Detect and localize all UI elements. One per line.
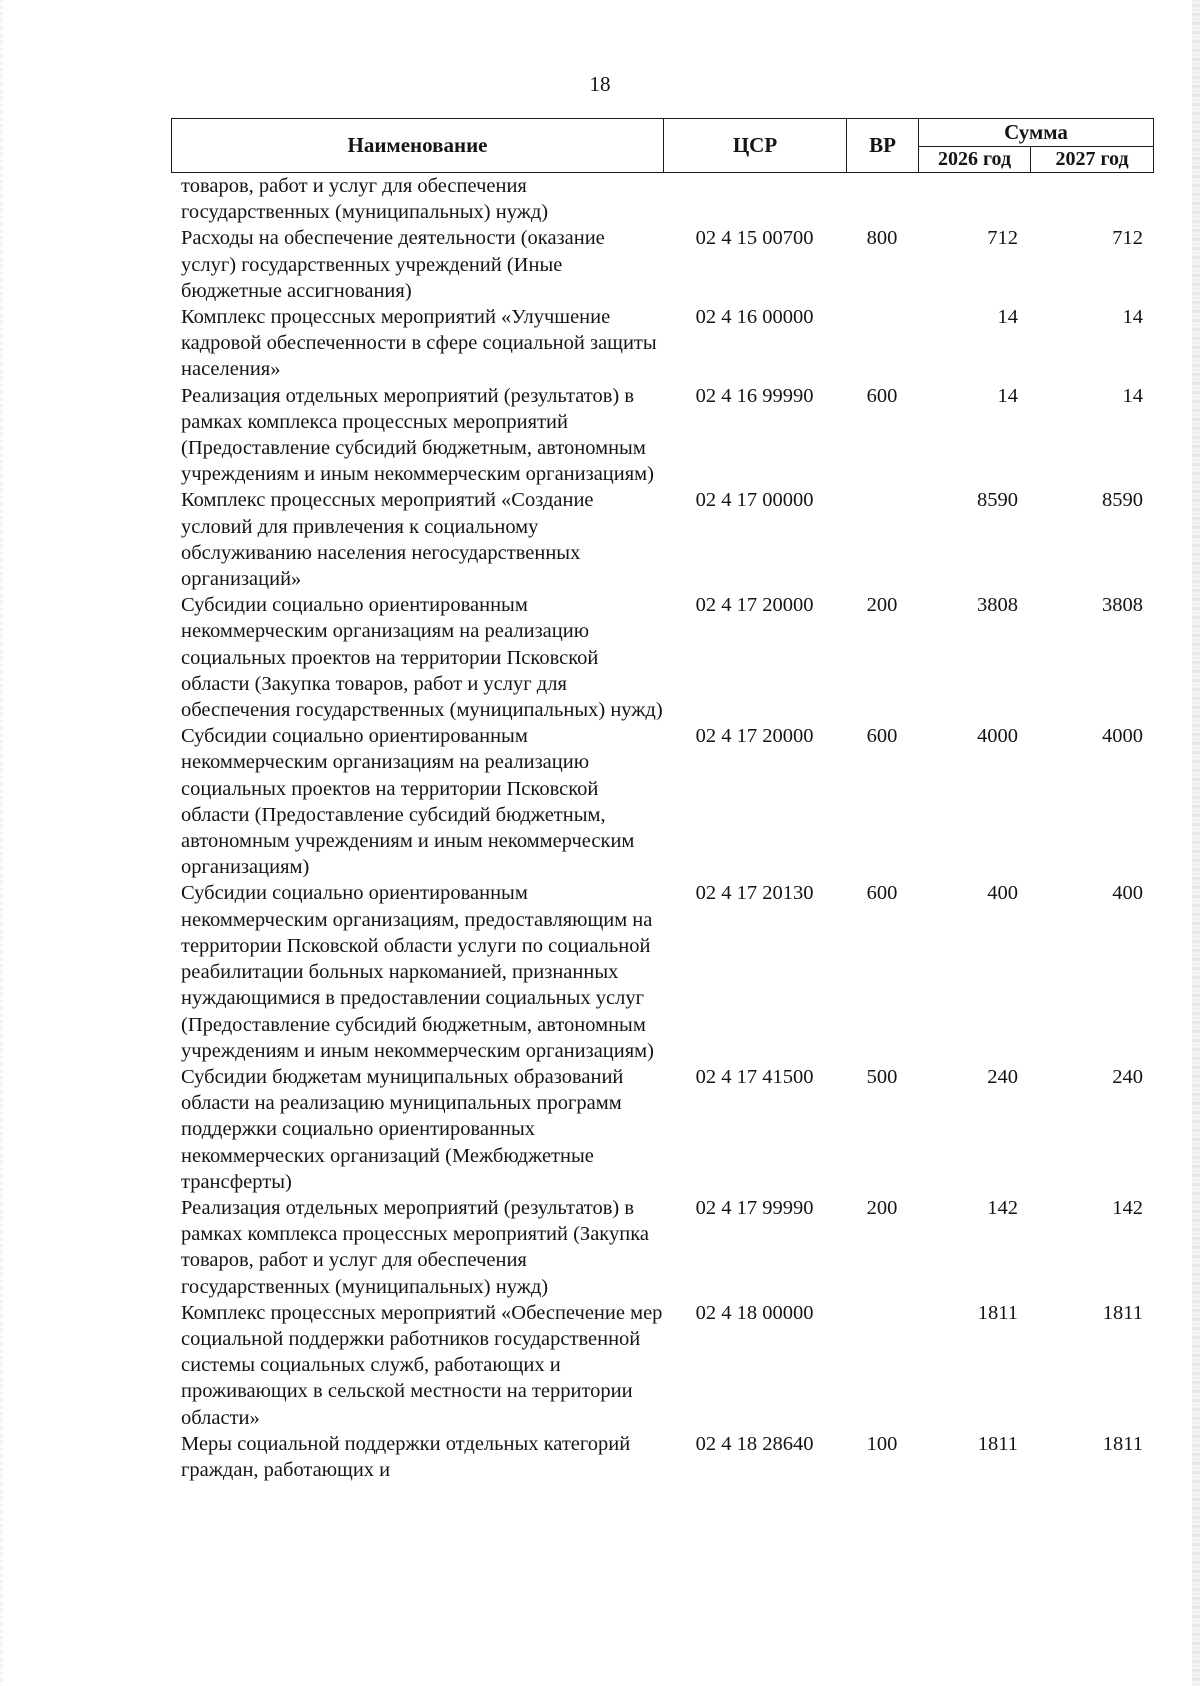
row-sum-2027 <box>1030 173 1153 225</box>
row-sum-2026: 400 <box>987 882 1018 905</box>
row-sum-2026: 1811 <box>977 1301 1018 1324</box>
row-vr: 600 <box>866 384 898 407</box>
row-name: Субсидии социально ориентированным некоммерческим организациям на реализацию социальных проектов на территории Псковской области (Закупка товаров, работ и услуг для обеспечения государственных (муниципальных) нужд) <box>181 594 663 722</box>
page-number: 18 <box>589 72 611 96</box>
row-vr <box>846 1300 918 1431</box>
row-name: товаров, работ и услуг для обеспечения государственных (муниципальных) нужд) <box>181 175 549 224</box>
row-sum-2026 <box>918 173 1030 225</box>
scan-edge-right <box>1192 0 1200 1686</box>
table-header <box>171 118 1154 173</box>
row-csr: 02 4 15 00700 <box>695 227 814 250</box>
row-vr: 600 <box>866 882 898 905</box>
row-sum-2026: 1811 <box>977 1432 1018 1455</box>
row-name: Меры социальной поддержки отдельных категорий граждан, работающих и <box>181 1432 631 1481</box>
row-name: Комплекс процессных мероприятий «Создание условий для привлечения к социальному обслуживанию населения негосударственных организаций» <box>181 489 594 591</box>
row-csr: 02 4 17 00000 <box>695 489 814 512</box>
row-csr: 02 4 17 20000 <box>695 725 814 748</box>
header-year-2027: 2027 год <box>1031 147 1154 173</box>
table-row <box>171 1195 1153 1300</box>
row-sum-2027: 1811 <box>1102 1301 1143 1324</box>
table-row <box>171 1064 1153 1195</box>
row-csr: 02 4 17 99990 <box>695 1196 814 1219</box>
row-vr: 100 <box>866 1432 898 1455</box>
row-vr: 500 <box>866 1065 898 1088</box>
header-csr: ЦСР <box>664 119 847 173</box>
row-vr: 600 <box>866 725 898 748</box>
row-vr <box>846 487 918 592</box>
row-csr: 02 4 17 20130 <box>695 882 814 905</box>
row-vr: 200 <box>866 594 898 617</box>
scan-edge-left <box>0 0 3 1686</box>
row-sum-2027: 14 <box>1122 306 1143 329</box>
row-name: Комплекс процессных мероприятий «Улучшение кадровой обеспеченности в сфере социальной защиты населения» <box>181 306 657 381</box>
row-sum-2026: 14 <box>997 384 1018 407</box>
budget-table <box>171 118 1153 1483</box>
row-vr <box>846 304 918 383</box>
header-sum: Сумма <box>919 119 1154 147</box>
table-row <box>171 723 1153 880</box>
row-sum-2026: 4000 <box>977 725 1018 748</box>
header-vr: ВР <box>847 119 919 173</box>
row-csr: 02 4 16 00000 <box>695 306 814 329</box>
row-name: Реализация отдельных мероприятий (результатов) в рамках комплекса процессных мероприятий (Закупка товаров, работ и услуг для обеспечения государственных (муниципальных) нужд) <box>181 1196 649 1298</box>
row-vr: 200 <box>866 1196 898 1219</box>
row-csr <box>663 173 846 225</box>
row-sum-2026: 3808 <box>977 594 1018 617</box>
row-sum-2026: 712 <box>987 227 1018 250</box>
row-sum-2027: 712 <box>1112 227 1143 250</box>
row-csr: 02 4 18 00000 <box>695 1301 814 1324</box>
table-row <box>171 383 1153 488</box>
row-sum-2027: 8590 <box>1102 489 1143 512</box>
row-csr: 02 4 17 41500 <box>695 1065 814 1088</box>
row-csr: 02 4 18 28640 <box>695 1432 814 1455</box>
header-name: Наименование <box>172 119 664 173</box>
table-row <box>171 225 1153 304</box>
table-body <box>171 173 1153 1483</box>
row-sum-2027: 400 <box>1112 882 1143 905</box>
row-sum-2026: 14 <box>997 306 1018 329</box>
table-row <box>171 1431 1153 1483</box>
row-sum-2027: 14 <box>1122 384 1143 407</box>
row-sum-2027: 1811 <box>1102 1432 1143 1455</box>
row-name: Расходы на обеспечение деятельности (оказание услуг) государственных учреждений (Иные бюджетные ассигнования) <box>181 227 605 302</box>
table-row <box>171 592 1153 723</box>
table-row <box>171 173 1153 225</box>
row-sum-2026: 142 <box>987 1196 1018 1219</box>
row-sum-2027: 240 <box>1112 1065 1143 1088</box>
row-csr: 02 4 17 20000 <box>695 594 814 617</box>
row-sum-2027: 142 <box>1112 1196 1143 1219</box>
row-sum-2026: 240 <box>987 1065 1018 1088</box>
row-csr: 02 4 16 99990 <box>695 384 814 407</box>
row-name: Субсидии социально ориентированным некоммерческим организациям, предоставляющим на территории Псковской области услуги по социальной реабилитации больных наркоманией, признанных нуждающимися в предоставлении социальных услуг (Предоставление субсидий бюджетным, автономным учреждениям и иным некоммерческим организациям) <box>181 882 654 1062</box>
header-year-2026: 2026 год <box>919 147 1031 173</box>
row-name: Комплекс процессных мероприятий «Обеспечение мер социальной поддержки работников государственной системы социальных служб, работающих и проживающих в сельской местности на территории области» <box>181 1301 663 1429</box>
row-vr: 800 <box>866 227 898 250</box>
row-sum-2027: 4000 <box>1102 725 1143 748</box>
row-name: Реализация отдельных мероприятий (результатов) в рамках комплекса процессных мероприятий (Предоставление субсидий бюджетным, автономным учреждениям и иным некоммерческим организациям) <box>181 384 654 486</box>
row-name: Субсидии бюджетам муниципальных образований области на реализацию муниципальных программ поддержки социально ориентированных некоммерческих организаций (Межбюджетные трансферты) <box>181 1065 624 1193</box>
row-name: Субсидии социально ориентированным некоммерческим организациям на реализацию социальных проектов на территории Псковской области (Предоставление субсидий бюджетным, автономным учреждениям и иным некоммерческим организациям) <box>181 725 635 879</box>
row-vr <box>846 173 918 225</box>
row-sum-2026: 8590 <box>977 489 1018 512</box>
table-row <box>171 1300 1153 1431</box>
table-row <box>171 487 1153 592</box>
row-sum-2027: 3808 <box>1102 594 1143 617</box>
table-row <box>171 880 1153 1063</box>
table-row <box>171 304 1153 383</box>
